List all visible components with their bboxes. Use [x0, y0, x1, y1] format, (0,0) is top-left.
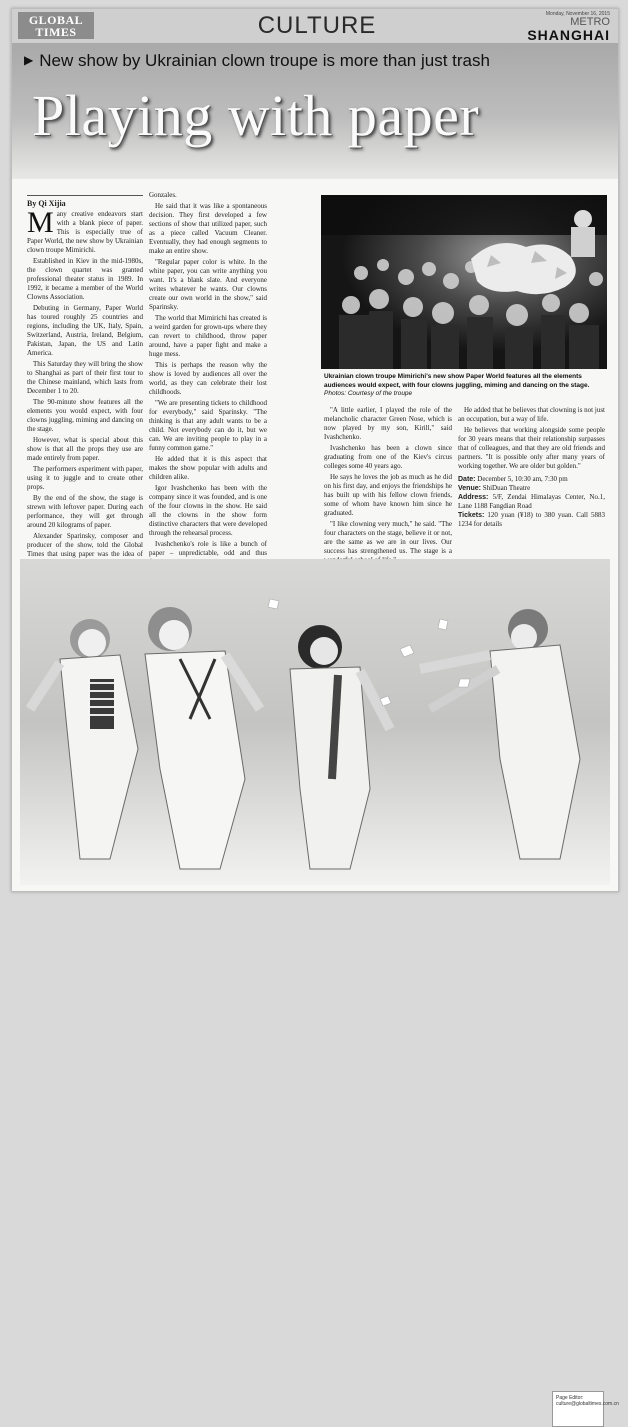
page-editor-email: culture@globaltimes.com.cn: [556, 1401, 619, 1407]
paragraph: This Saturday they will bring the show to Shanghai as part of their first tour to the Chinese mainland, which lasts from December 1 to 20.: [27, 360, 143, 395]
metro-label: METRO: [570, 16, 610, 28]
paragraph: He added that he believes that clowning is not just an occupation, but a way of life.: [458, 406, 605, 423]
photo-caption: [324, 373, 606, 399]
caption-text: Ukrainian clown troupe Mimirichi's new show Paper World features all the elements audiences would expect, with four clowns juggling, miming and dancing on the stage.: [324, 373, 590, 389]
info-address-value: 5/F, Zendai Himalayas Center, No.1, Lane 1188 Fangdian Road: [458, 493, 605, 510]
kicker: [24, 51, 490, 71]
logo-line-2: TIMES: [35, 25, 77, 39]
paragraph: "We are presenting tickets to childhood for everybody," said Sparinsky. "The thinking is that any adult wants to be a child. Not everybody can do it, but we can. We are inviting people to play in a funny common game.": [149, 399, 267, 452]
info-tickets: [458, 511, 605, 529]
paragraph: "I like clowning very much," he said. "The four characters on the stage, believe it or not, are the same as we are in our lives. Our success has strengthened us. The stage is a: [324, 520, 452, 555]
paragraph: Ivashchenko has been a clown since graduating from one of the Kiev's circus colleges some 40 years ago.: [324, 444, 452, 470]
issue-date: Monday, November 16, 2015: [545, 11, 610, 17]
audience-photo-graphic: [321, 195, 607, 369]
info-address: [458, 493, 605, 511]
newspaper-page: [11, 8, 619, 1407]
triangle-arrow-icon: ▶: [24, 53, 34, 67]
event-info: [458, 475, 605, 529]
paragraph: However, what is special about this show is that all the props they use are made entirely from paper.: [27, 436, 143, 462]
photo-credit: Photos: Courtesy of the troupe: [324, 390, 413, 397]
logo-line-1: GLOBAL: [28, 13, 84, 27]
paragraph: He said that it was like a spontaneous decision. They first developed a few sections of show that utilized paper, such as a piece called Vacuum Cleaner. Eventually, they had enough segments to make an entire show.: [149, 202, 267, 255]
page-editor-tab: [552, 1391, 619, 1427]
paragraph: Established in Kiev in the mid-1980s, the clown quartet was granted professional theater status in 1989. In 1992, it became a member of the World Clowns Association.: [27, 257, 143, 301]
paragraph: Alexander Sparinsky, composer and producer of the show, told the Global Times that using paper was the idea of: [27, 532, 143, 558]
paragraph: He says he loves the job as much as he did on his first day, and enjoys the friendships he has built up with his fellow clown friends, some of whom have known him since he graduated.: [324, 473, 452, 517]
info-venue-value: ShiDuan Theatre: [482, 484, 531, 492]
audience-photo: [321, 195, 607, 369]
city-label: SHANGHAI: [527, 27, 610, 43]
article-headline: Playing with paper: [32, 83, 480, 148]
kicker-text: New show by Ukrainian clown troupe is more than just trash: [39, 51, 490, 70]
info-tickets-value: 120 yuan (¥18) to 380 yuan. Call 5883 1234 for details: [458, 511, 605, 528]
byline-rule: [27, 195, 143, 196]
info-date: [458, 475, 605, 484]
clowns-photo: [20, 559, 619, 1407]
global-times-logo: [18, 12, 94, 39]
page-header: [12, 9, 618, 43]
paragraph: Debuting in Germany, Paper World has toured roughly 25 countries and regions, including the UK, Italy, Spain, Switzerland, Austria, Ireland, Belgium, Pakistan, Japan, the US and Latin America.: [27, 304, 143, 357]
article-column-3: [324, 406, 452, 556]
info-venue: [458, 484, 605, 493]
info-address-label: Address:: [458, 494, 489, 501]
drop-cap: M: [27, 206, 54, 239]
byline: By Qi Xijia: [27, 199, 66, 208]
article-column-2: [149, 191, 267, 557]
paragraph: "Regular paper color is white. In the white paper, you can write anything you want. It's a blank slate. And everyone writes whatever he wants. Our clowns create our own world in the show," said Sparinsky.: [149, 258, 267, 311]
paragraph: The world that Mimirichi has created is a weird garden for grown-ups where they can revert to childhood, throw paper around, have a paper fight and make a huge mess.: [149, 314, 267, 358]
paragraph: He believes that working alongside some people for 30 years means that their relationship surpasses that of colleagues, and that they are old friends and partners. "It is possible only after many years of working together. We are older but golden.": [458, 426, 605, 470]
info-date-value: December 5, 10:30 am, 7:30 pm: [477, 475, 568, 483]
article-column-1: [27, 195, 143, 558]
paragraph: Gonzales.: [149, 191, 177, 199]
clowns-photo-graphic: [20, 559, 610, 885]
info-date-label: Date:: [458, 476, 476, 483]
article-column-4: [458, 406, 605, 556]
metro-shanghai-label: [527, 11, 610, 43]
paragraph: Igor Ivashchenko has been with the company since it was founded, and is one of the four clowns in the show. He said all the clowns in the show form distinctive characters that were developed through the rehearsal process.: [149, 484, 267, 537]
page-editor-label: Page Editor:: [556, 1395, 584, 1401]
paragraph: He added that it is this aspect that makes the show popular with adults and children alike.: [149, 455, 267, 481]
paragraph: This is perhaps the reason why the show is loved by audiences all over the world, as they can celebrate their lost childhoods.: [149, 361, 267, 396]
paragraph: The performers experiment with paper, using it to juggle and to create other props.: [27, 465, 143, 491]
info-tickets-label: Tickets:: [458, 512, 485, 519]
section-title: CULTURE: [257, 12, 377, 39]
paragraph: Ivashchenko's role is like a bunch of paper – unpredictable, odd and thus: [149, 540, 267, 557]
info-venue-label: Venue:: [458, 485, 481, 492]
paragraph: "A little earlier, I played the role of the melancholic character Green Nose, which is now played by my son, Kirill," said Ivashchenko.: [324, 406, 452, 441]
paragraph: Many creative endeavors start with a blank piece of paper. This is especially true of Paper World, the new show by Ukrainian clown troupe Mimirichi.: [27, 206, 143, 254]
paragraph: The 90-minute show features all the elements you would expect, with four clowns juggling, miming and dancing on the stage.: [27, 398, 143, 433]
paragraph: By the end of the show, the stage is strewn with leftover paper. During each performance, they will get through around 20 kilograms of paper.: [27, 494, 143, 529]
